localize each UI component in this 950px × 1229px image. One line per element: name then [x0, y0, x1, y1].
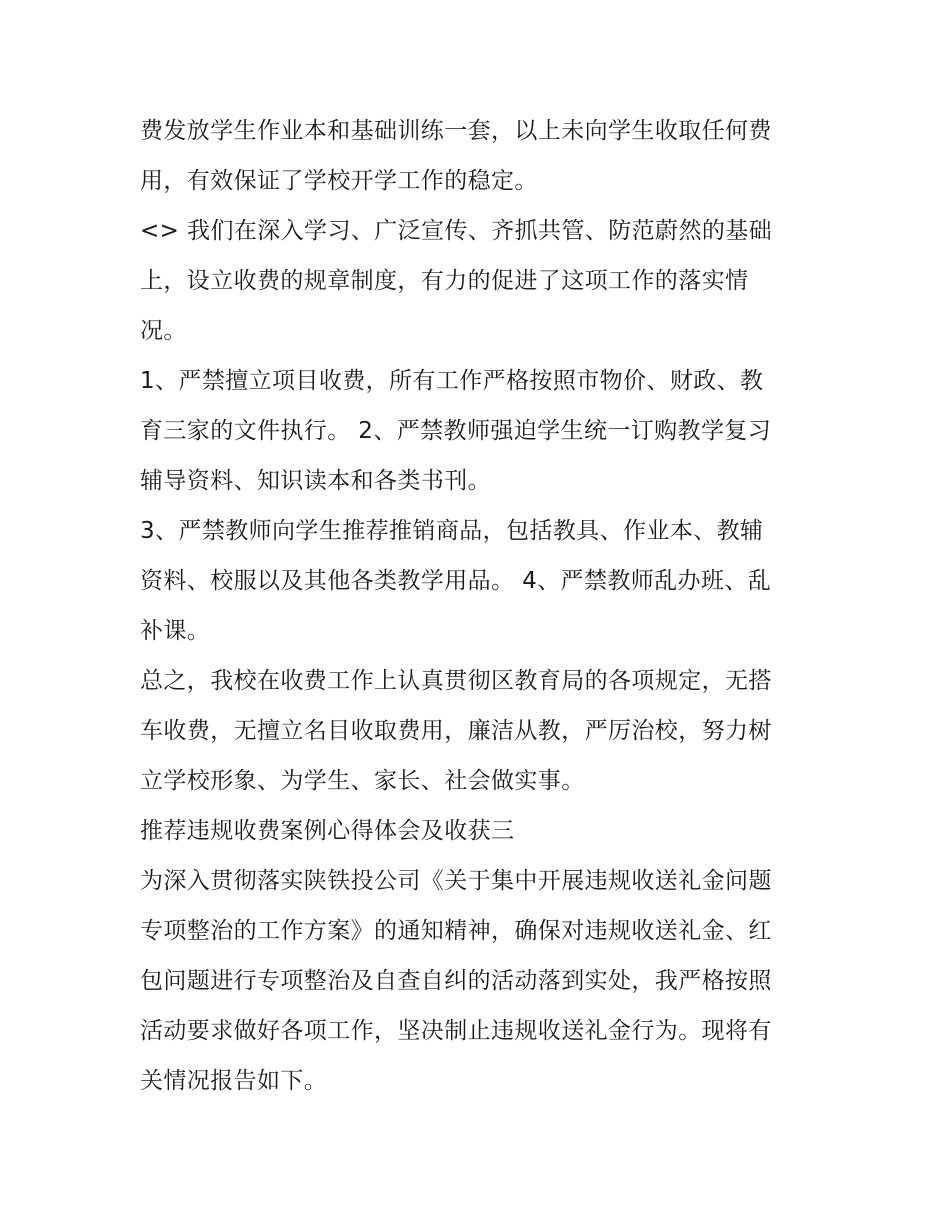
- text-line: 上，设立收费的规章制度，有力的促进了这项工作的落实情: [140, 268, 749, 294]
- text-line: 育三家的文件执行。 2、严禁教师强迫学生统一订购教学复习: [140, 418, 772, 444]
- text-line: 辅导资料、知识读本和各类书刊。: [140, 468, 491, 494]
- text-line: 1、严禁擅立项目收费，所有工作严格按照市物价、财政、教: [140, 368, 764, 394]
- text-line: 包问题进行专项整治及自查自纠的活动落到实处，我严格按照: [140, 968, 772, 994]
- text-line: 用，有效保证了学校开学工作的稳定。: [140, 168, 538, 194]
- text-line: 补课。: [140, 618, 211, 644]
- text-line: 3、严禁教师向学生推荐推销商品，包括教具、作业本、教辅: [140, 518, 764, 544]
- text-line: 为深入贯彻落实陕铁投公司《关于集中开展违规收送礼金问题: [140, 868, 772, 894]
- text-line: 活动要求做好各项工作，坚决制止违规收送礼金行为。现将有: [140, 1018, 772, 1044]
- text-line: 费发放学生作业本和基础训练一套，以上未向学生收取任何费: [140, 118, 772, 144]
- text-line: 车收费，无擅立名目收取费用，廉洁从教，严厉治校，努力树: [140, 718, 772, 744]
- text-line: 立学校形象、为学生、家长、社会做实事。: [140, 768, 585, 794]
- document-body: [140, 106, 812, 1106]
- text-line: <> 我们在深入学习、广泛宣传、齐抓共管、防范蔚然的基础: [140, 218, 773, 244]
- text-line: 总之，我校在收费工作上认真贯彻区教育局的各项规定，无搭: [140, 668, 772, 694]
- text-line: 况。: [140, 318, 187, 344]
- text-line: 资料、校服以及其他各类教学用品。 4、严禁教师乱办班、乱: [140, 568, 772, 594]
- section-heading: 推荐违规收费案例心得体会及收获三: [140, 818, 515, 844]
- text-line: 专项整治的工作方案》的通知精神，确保对违规收送礼金、红: [140, 918, 772, 944]
- text-line: 关情况报告如下。: [140, 1068, 328, 1094]
